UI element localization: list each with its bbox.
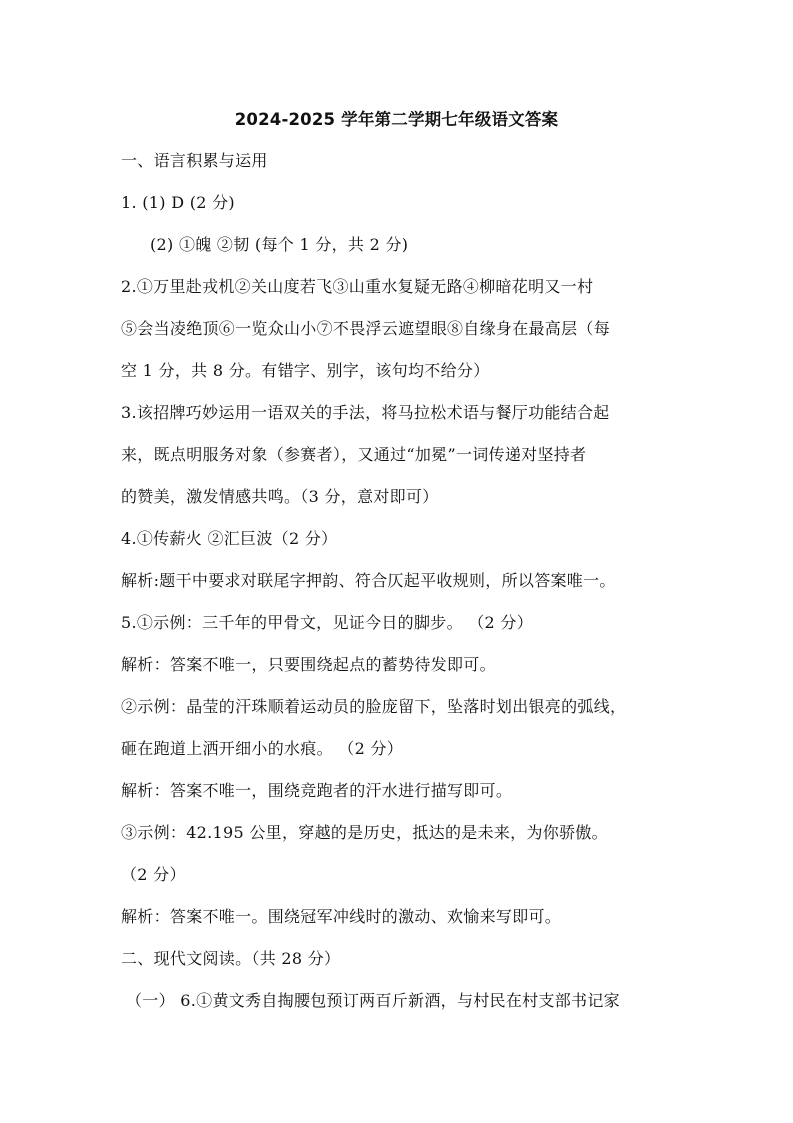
document-title: 2024-2025 学年第二学期七年级语文答案 [234,110,559,129]
answer-line: （一） 6.①黄文秀自掏腰包预订两百斤新酒，与村民在村支部书记家 [126,991,620,1010]
section-heading-1: 一、语言积累与运用 [121,151,268,170]
answer-line: 5.①示例：三千年的甲骨文，见证今日的脚步。 （2 分） [121,613,534,632]
answer-line: 3.该招牌巧妙运用一语双关的手法，将马拉松术语与餐厅功能结合起 [121,403,610,422]
answer-line: (2) ①魄 ②韧 (每个 1 分，共 2 分) [150,235,409,254]
section-heading-2: 二、现代文阅读。（共 28 分） [121,949,341,968]
answer-line: ③示例：42.195 公里，穿越的是历史，抵达的是未来，为你骄傲。 [121,823,608,842]
answer-line: 1. (1) D (2 分) [121,193,235,212]
explanation-line: 解析：答案不唯一。围绕冠军冲线时的激动、欢愉来写即可。 [121,907,562,926]
answer-line: ②示例：晶莹的汗珠顺着运动员的脸庞留下，坠落时划出银亮的弧线， [121,697,627,716]
answer-line: 砸在跑道上洒开细小的水痕。 （2 分） [121,739,404,758]
answer-line: ⑤会当凌绝顶⑥一览众山小⑦不畏浮云遮望眼⑧自缘身在最高层（每 [121,319,611,338]
explanation-line: 解析:题干中要求对联尾字押韵、符合仄起平收规则，所以答案唯一。 [121,571,616,590]
answer-line: （2 分） [121,865,186,884]
answer-line: 2.①万里赴戎机②关山度若飞③山重水复疑无路④柳暗花明又一村 [121,277,594,296]
explanation-line: 解析：答案不唯一，围绕竞跑者的汗水进行描写即可。 [121,781,513,800]
answer-line: 的赞美，激发情感共鸣。（3 分，意对即可） [121,487,439,506]
answer-line: 来，既点明服务对象（参赛者），又通过“加冕”一词传递对坚持者 [121,445,587,464]
answer-line: 空 1 分，共 8 分。有错字、别字，该句均不给分） [121,361,490,380]
answer-line: 4.①传薪火 ②汇巨波（2 分） [121,529,338,548]
explanation-line: 解析：答案不唯一，只要围绕起点的蓄势待发即可。 [121,655,496,674]
